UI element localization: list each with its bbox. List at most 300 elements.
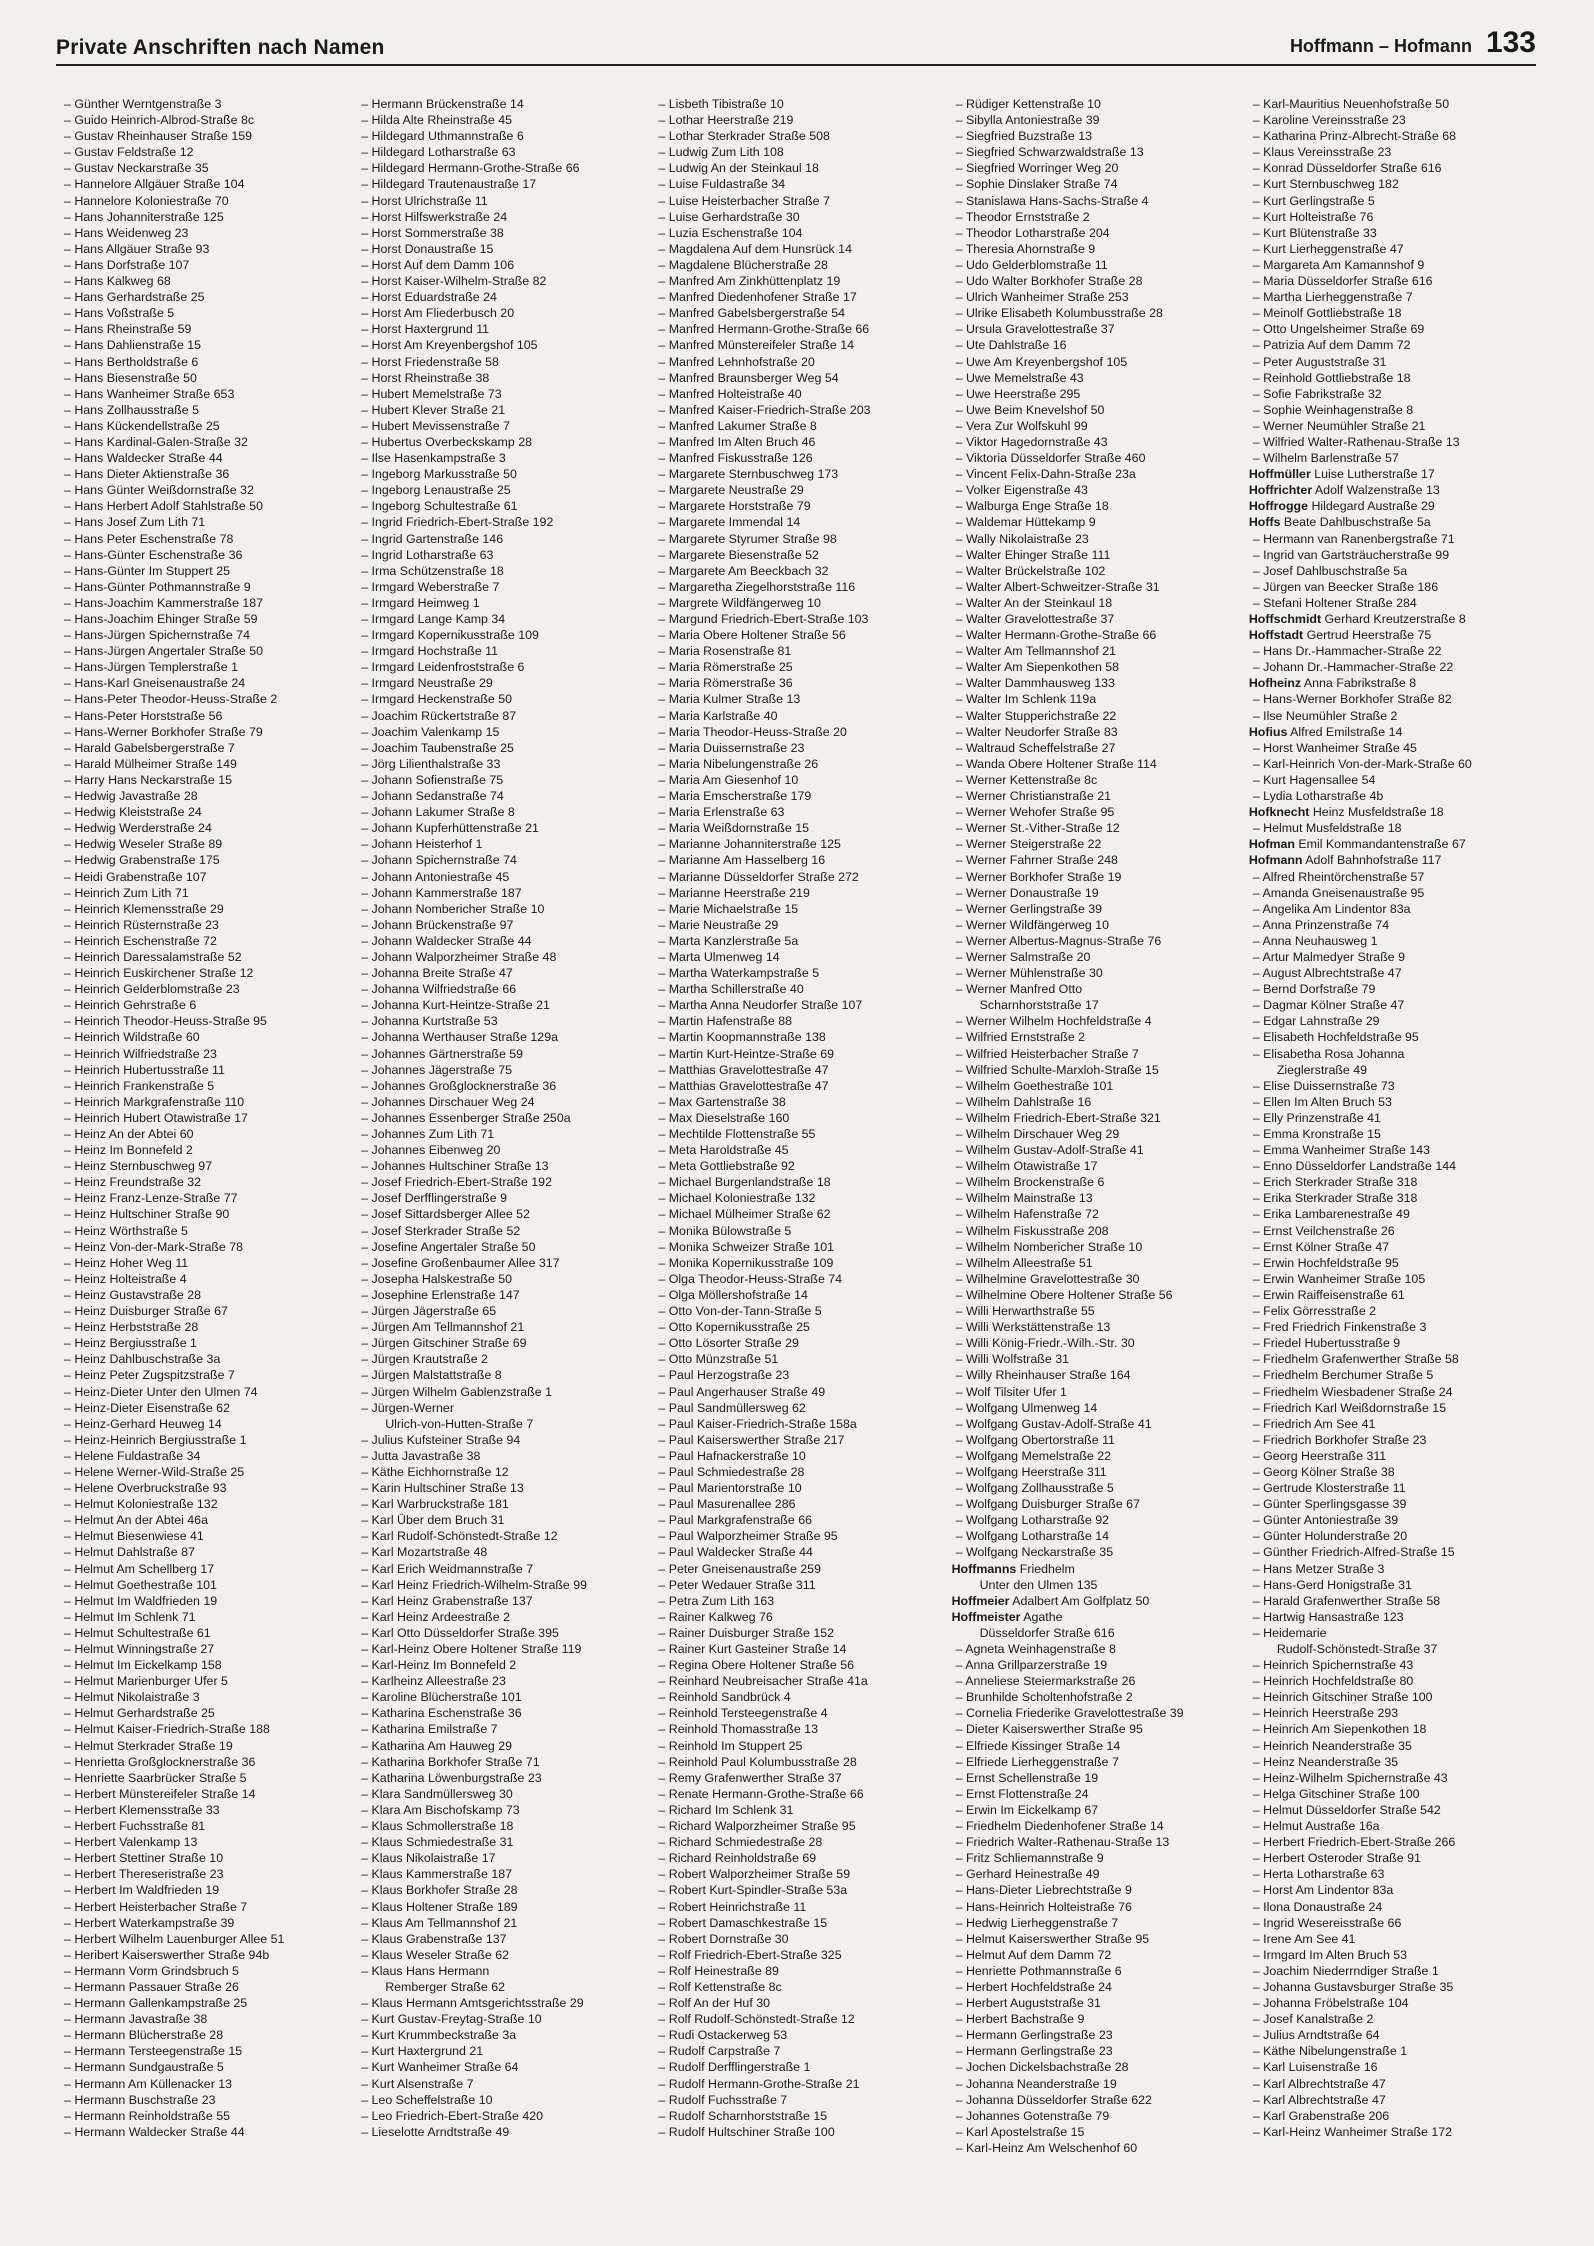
directory-entry: – Irma Schützenstraße 18 xyxy=(361,563,504,578)
directory-entry: – Hermann Gallenkampstraße 25 xyxy=(64,1996,248,2011)
directory-entry: – Robert Dornstraße 30 xyxy=(658,1931,789,1946)
directory-entry: – Wilfried Walter-Rathenau-Straße 13 xyxy=(1252,434,1460,449)
directory-entry: – Jürgen Krautstraße 2 xyxy=(361,1352,488,1367)
directory-entry: – Ilona Donaustraße 24 xyxy=(1252,1899,1383,1914)
directory-entry: – Werner Wildfängerweg 10 xyxy=(955,917,1109,932)
directory-entry: – Horst Wanheimer Straße 45 xyxy=(1252,740,1417,755)
directory-entry: – Henrietta Großglocknerstraße 36 xyxy=(64,1754,256,1769)
directory-entry: – Maria Emscherstraße 179 xyxy=(658,789,812,804)
directory-entry: – Johann Spichernstraße 74 xyxy=(361,853,517,868)
directory-entry: – Johannes Gotenstraße 79 xyxy=(955,2108,1110,2123)
directory-entry: – Hubertus Overbeckskamp 28 xyxy=(361,434,532,449)
directory-entry: – Hans Biesenstraße 50 xyxy=(64,370,197,385)
directory-entry: – Sophie Weinhagenstraße 8 xyxy=(1252,402,1414,417)
directory-entry: – Martha Anna Neudorfer Straße 107 xyxy=(658,998,863,1013)
directory-entry: – Walter Hermann-Grothe-Straße 66 xyxy=(955,628,1157,643)
directory-entry: – Jürgen van Beecker Straße 186 xyxy=(1252,579,1439,594)
directory-entry: – Heinz Holteistraße 4 xyxy=(64,1271,187,1286)
directory-entry: – Hubert Mevissenstraße 7 xyxy=(361,418,510,433)
directory-entry: – Helmut Gerhardstraße 25 xyxy=(64,1706,215,1721)
directory-entry: – Herbert Bachstraße 9 xyxy=(955,2012,1085,2027)
directory-entry: – Josepha Halskestraße 50 xyxy=(361,1271,513,1286)
directory-entry: – Artur Malmedyer Straße 9 xyxy=(1252,949,1405,964)
directory-entry: – Hermann Reinholdstraße 55 xyxy=(64,2108,230,2123)
directory-entry: – Kurt Sternbuschweg 182 xyxy=(1252,177,1399,192)
directory-entry: – Johann Nombericher Straße 10 xyxy=(361,901,545,916)
directory-entry: – Karin Hultschiner Straße 13 xyxy=(361,1481,524,1496)
directory-entry: – Dieter Kaiserswerther Straße 95 xyxy=(955,1722,1143,1737)
directory-entry: – Hans-Jürgen Angertaler Straße 50 xyxy=(64,644,264,659)
directory-entry: – Werner Neumühler Straße 21 xyxy=(1252,418,1426,433)
directory-entry: – Horst Auf dem Damm 106 xyxy=(361,257,515,272)
directory-entry: – Hermann Brückenstraße 14 xyxy=(361,97,524,111)
directory-entry: – Hartwig Hansastraße 123 xyxy=(1252,1609,1404,1624)
directory-entry: – Erwin Im Eickelkamp 67 xyxy=(955,1802,1099,1817)
directory-entry: – Wolfgang Heerstraße 311 xyxy=(955,1464,1107,1479)
directory-entry: – Helmut Kaiser-Friedrich-Straße 188 xyxy=(64,1722,270,1737)
directory-entry: – Manfred Am Zinkhüttenplatz 19 xyxy=(658,274,841,289)
directory-entry: – Wilhelm Brockenstraße 6 xyxy=(955,1175,1105,1190)
directory-entry: – Leo Friedrich-Ebert-Straße 420 xyxy=(361,2108,544,2123)
directory-entry: – Helmut Schultestraße 61 xyxy=(64,1625,211,1640)
directory-entry: – Hans Dorfstraße 107 xyxy=(64,257,190,272)
directory-entry: – Margareta Am Kamannshof 9 xyxy=(1252,257,1425,272)
directory-entry: – Werner Salmstraße 20 xyxy=(955,949,1091,964)
directory-entry: Unter den Ulmen 135 xyxy=(979,1577,1098,1592)
directory-entry: – Heinz Hoher Weg 11 xyxy=(64,1255,189,1270)
directory-entry: – Helmut Marienburger Ufer 5 xyxy=(64,1674,228,1689)
directory-entry: – Hans-Joachim Kammerstraße 187 xyxy=(64,595,264,610)
directory-entry: – Manfred Lakumer Straße 8 xyxy=(658,418,817,433)
directory-entry: – Margarete Horststraße 79 xyxy=(658,499,811,514)
directory-entry: – Ulrich Wanheimer Straße 253 xyxy=(955,290,1129,305)
directory-entry: – Horst Eduardstraße 24 xyxy=(361,290,497,305)
directory-entry: – Joachim Valenkamp 15 xyxy=(361,724,500,739)
directory-entry: – Reinhard Neubreisacher Straße 41a xyxy=(658,1674,868,1689)
directory-entry: – Ernst Veilchenstraße 26 xyxy=(1252,1223,1395,1238)
directory-entry: – Maria Kulmer Straße 13 xyxy=(658,692,801,707)
directory-entry: – Herbert Osteroder Straße 91 xyxy=(1252,1851,1421,1866)
directory-entry: – Heinrich Spichernstraße 43 xyxy=(1252,1658,1414,1673)
surname-heading: Hofius xyxy=(1248,724,1288,739)
surname-heading: Hofman xyxy=(1248,837,1295,852)
surname-heading: Hoffmeier xyxy=(951,1593,1010,1608)
directory-entry: – Henriette Pothmannstraße 6 xyxy=(955,1963,1122,1978)
directory-entry: – Willi Herwarthstraße 55 xyxy=(955,1304,1095,1319)
directory-entry: – Karl Erich Weidmannstraße 7 xyxy=(361,1561,534,1576)
directory-entry: – Irmgard Kopernikusstraße 109 xyxy=(361,628,539,643)
directory-entry: – Willi König-Friedr.-Wilh.-Str. 30 xyxy=(955,1336,1135,1351)
directory-entry: – Josefine Angertaler Straße 50 xyxy=(361,1239,536,1254)
directory-entry: – Johann Lakumer Straße 8 xyxy=(361,805,515,820)
directory-entry: – Hans-Jürgen Templerstraße 1 xyxy=(64,660,239,675)
directory-entry: – Otto Lösorter Straße 29 xyxy=(658,1336,799,1351)
directory-entry: – Karl Albrechtstraße 47 xyxy=(1252,2076,1386,2091)
directory-entry: – Paul Sandmüllersweg 62 xyxy=(658,1400,806,1415)
directory-entry: – Werner Mühlenstraße 30 xyxy=(955,966,1103,981)
directory-entry: – Manfred Holteistraße 40 xyxy=(658,386,802,401)
directory-entry: – Manfred Münstereifeler Straße 14 xyxy=(658,338,854,353)
directory-entry: – Walter Stupperichstraße 22 xyxy=(955,708,1117,723)
directory-entry: – Hans Wanheimer Straße 653 xyxy=(64,386,235,401)
directory-entry: – Werner Albertus-Magnus-Straße 76 xyxy=(955,933,1162,948)
directory-entry: – Johanna Fröbelstraße 104 xyxy=(1252,1996,1409,2011)
directory-entry: Scharnhorststraße 17 xyxy=(979,998,1099,1013)
directory-entry: – Margarete Am Beeckbach 32 xyxy=(658,563,829,578)
directory-entry: – Rainer Kurt Gasteiner Straße 14 xyxy=(658,1642,847,1656)
directory-entry: – Jürgen Am Tellmannshof 21 xyxy=(361,1320,525,1335)
directory-entry: – Hedwig Grabenstraße 175 xyxy=(64,853,220,868)
directory-entry: – Elly Prinzenstraße 41 xyxy=(1252,1110,1381,1125)
directory-entry: – Theodor Lotharstraße 204 xyxy=(955,225,1110,240)
directory-entry: – Werner St.-Vither-Straße 12 xyxy=(955,821,1120,836)
directory-entry: Hoffrichter Adolf Walzenstraße 13 xyxy=(1248,483,1440,498)
directory-entry: – Martha Waterkampstraße 5 xyxy=(658,966,820,981)
directory-entry: – Uwe Am Kreyenbergshof 105 xyxy=(955,354,1128,369)
directory-entry: – Heinz Gustavstraße 28 xyxy=(64,1287,202,1302)
directory-entry: – Siegfried Buzstraße 13 xyxy=(955,129,1092,144)
directory-entry: – Wolfgang Memelstraße 22 xyxy=(955,1448,1112,1463)
directory-entry: – Theodor Ernststraße 2 xyxy=(955,209,1090,224)
directory-entry: Düsseldorfer Straße 616 xyxy=(979,1625,1115,1640)
directory-entry: – Hans Zollhausstraße 5 xyxy=(64,402,199,417)
directory-entry: – Horst Am Lindentor 83a xyxy=(1252,1883,1394,1898)
directory-entry: – Hans Waldecker Straße 44 xyxy=(64,451,223,466)
directory-entry: – Heinrich Klemensstraße 29 xyxy=(64,901,224,916)
directory-entry: – Brunhilde Scholtenhofstraße 2 xyxy=(955,1690,1133,1705)
directory-entry: – Walter An der Steinkaul 18 xyxy=(955,595,1113,610)
directory-entry: – Johannes Jägerstraße 75 xyxy=(361,1062,513,1077)
directory-entry: – Mechtilde Flottenstraße 55 xyxy=(658,1127,816,1141)
directory-entry: – Helmut Austraße 16a xyxy=(1252,1819,1380,1834)
directory-entry: – Wilhelmine Obere Holtener Straße 56 xyxy=(955,1287,1173,1302)
directory-entry: – Harald Grafenwerther Straße 58 xyxy=(1252,1593,1441,1608)
directory-entry: – Herbert Valenkamp 13 xyxy=(64,1835,198,1850)
directory-entry: – Klaus Schmollerstraße 18 xyxy=(361,1819,514,1834)
directory-entry: – Patrizia Auf dem Damm 72 xyxy=(1252,338,1411,353)
directory-entry: – Johanna Kurtstraße 53 xyxy=(361,1014,498,1029)
directory-entry: – Herbert Wilhelm Lauenburger Allee 51 xyxy=(64,1931,285,1946)
directory-entry: Hofmann Adolf Bahnhofstraße 117 xyxy=(1248,853,1442,868)
directory-entry: – Hans-Dieter Liebrechtstraße 9 xyxy=(955,1883,1132,1898)
directory-entry: – Robert Kurt-Spindler-Straße 53a xyxy=(658,1883,848,1898)
directory-entry: – Jürgen Gitschiner Straße 69 xyxy=(361,1336,527,1351)
directory-entry: – Hans Kardinal-Galen-Straße 32 xyxy=(64,434,248,449)
directory-entry: – Irmgard Heckenstraße 50 xyxy=(361,692,513,707)
directory-entry: – Maria Römerstraße 25 xyxy=(658,660,793,675)
directory-entry: – Manfred Fiskusstraße 126 xyxy=(658,451,813,466)
directory-entry: – Werner Kettenstraße 8c xyxy=(955,772,1098,787)
directory-entry: – Lydia Lotharstraße 4b xyxy=(1252,789,1384,804)
directory-entry: – Reinhold Thomasstraße 13 xyxy=(658,1722,818,1737)
directory-entry: – Hans Dieter Aktienstraße 36 xyxy=(64,467,230,482)
directory-entry: – Manfred Hermann-Grothe-Straße 66 xyxy=(658,322,870,337)
directory-entry: – Horst Hilfswerkstraße 24 xyxy=(361,209,508,224)
directory-entry: – Georg Kölner Straße 38 xyxy=(1252,1464,1395,1479)
directory-entry: – Heinrich Eschenstraße 72 xyxy=(64,933,217,948)
directory-entry: – Heinrich Hubertusstraße 11 xyxy=(64,1062,225,1077)
directory-entry: – Paul Angerhauser Straße 49 xyxy=(658,1384,826,1399)
directory-entry: – Johannes Eibenweg 20 xyxy=(361,1143,501,1158)
directory-entry: – Heinrich Theodor-Heuss-Straße 95 xyxy=(64,1014,267,1029)
directory-entry: – Karoline Blücherstraße 101 xyxy=(361,1690,522,1705)
directory-entry: – Margarete Biesenstraße 52 xyxy=(658,547,819,562)
directory-entry: – Friedhelm Grafenwerther Straße 58 xyxy=(1252,1352,1459,1367)
directory-entry: – Karl-Heinz Obere Holtener Straße 119 xyxy=(361,1642,582,1656)
directory-entry: – Elfriede Kissinger Straße 14 xyxy=(955,1738,1121,1753)
directory-entry: – Anna Prinzenstraße 74 xyxy=(1252,917,1390,932)
directory-entry: – Erwin Hochfeldstraße 95 xyxy=(1252,1255,1399,1270)
directory-entry: – Luise Heisterbacher Straße 7 xyxy=(658,193,830,208)
directory-entry: – Karl-Heinz Im Bonnefeld 2 xyxy=(361,1658,517,1673)
directory-entry: – Manfred Braunsberger Weg 54 xyxy=(658,370,839,385)
directory-entry: – Hans-Joachim Ehinger Straße 59 xyxy=(64,612,258,626)
directory-entry: – Wilhelm Dirschauer Weg 29 xyxy=(955,1127,1120,1141)
directory-entry: – Jürgen Wilhelm Gablenzstraße 1 xyxy=(361,1384,552,1399)
directory-entry: – Richard Im Schlenk 31 xyxy=(658,1802,794,1817)
directory-entry: – Heidemarie xyxy=(1252,1625,1327,1640)
directory-entry: – Walter Am Siepenkothen 58 xyxy=(955,660,1120,675)
directory-entry: – Anna Neuhausweg 1 xyxy=(1252,933,1378,948)
directory-entry: – Kurt Gerlingstraße 5 xyxy=(1252,193,1375,208)
directory-entry: – Magdalena Auf dem Hunsrück 14 xyxy=(658,241,852,256)
directory-entry: – Josef Sittardsberger Allee 52 xyxy=(361,1207,530,1222)
directory-entry: – Wilhelm Hafenstraße 72 xyxy=(955,1207,1099,1222)
surname-heading: Hofknecht xyxy=(1248,805,1310,820)
directory-entry: – Werner Wehofer Straße 95 xyxy=(955,805,1115,820)
directory-entry: – Monika Schweizer Straße 101 xyxy=(658,1239,835,1254)
directory-entry: – Herbert Waterkampstraße 39 xyxy=(64,1915,235,1930)
directory-entry: – Lothar Heerstraße 219 xyxy=(658,113,794,128)
directory-entry: – Ingrid Wesereisstraße 66 xyxy=(1252,1915,1402,1930)
directory-entry: – Johanna Breite Straße 47 xyxy=(361,966,513,981)
directory-entry: – Horst Friedenstraße 58 xyxy=(361,354,499,369)
directory-entry: – Erwin Raiffeisenstraße 61 xyxy=(1252,1287,1405,1302)
directory-entry: – Ludwig Zum Lith 108 xyxy=(658,145,784,160)
directory-entry: – Heinrich Am Siepenkothen 18 xyxy=(1252,1722,1427,1737)
directory-entry: – Karl Heinz Friedrich-Wilhelm-Straße 99 xyxy=(361,1577,588,1592)
directory-entry: – Kurt Blütenstraße 33 xyxy=(1252,225,1377,240)
directory-entry: – Robert Damaschkestraße 15 xyxy=(658,1915,828,1930)
directory-entry: – Lothar Sterkrader Straße 508 xyxy=(658,129,830,144)
directory-entry: – Johann Sedanstraße 74 xyxy=(361,789,504,804)
directory-entry: – Josef Derfflingerstraße 9 xyxy=(361,1191,507,1206)
directory-entry: – Rolf Kettenstraße 8c xyxy=(658,1979,782,1994)
directory-entry: – Klaus Borkhofer Straße 28 xyxy=(361,1883,518,1898)
directory-entry: – Johanna Wilfriedstraße 66 xyxy=(361,982,517,997)
directory-entry: – Johanna Gustavsburger Straße 35 xyxy=(1252,1979,1454,1994)
directory-entry: – Johann Antoniestraße 45 xyxy=(361,869,510,884)
directory-entry: – Ludwig An der Steinkaul 18 xyxy=(658,161,819,176)
directory-entry: – Fred Friedrich Finkenstraße 3 xyxy=(1252,1320,1427,1335)
directory-entry: – Walter Dammhausweg 133 xyxy=(955,676,1115,691)
directory-entry: – Martha Lierheggenstraße 7 xyxy=(1252,290,1413,305)
surname-heading: Hoffstadt xyxy=(1248,628,1304,643)
directory-entry: – Hans-Günter Im Stuppert 25 xyxy=(64,563,230,578)
directory-entry: – Guido Heinrich-Albrod-Straße 8c xyxy=(64,113,255,128)
directory-entry: – Rainer Kalkweg 76 xyxy=(658,1609,773,1624)
directory-entry: – Josef Kanalstraße 2 xyxy=(1252,2012,1374,2027)
directory-entry: – Heinz Dahlbuschstraße 3a xyxy=(64,1352,221,1367)
directory-entry: – Karl-Heinrich Von-der-Mark-Straße 60 xyxy=(1252,756,1472,771)
directory-entry: Hofius Alfred Emilstraße 14 xyxy=(1248,724,1403,739)
directory-entry: – Joachim Niederrndiger Straße 1 xyxy=(1252,1963,1439,1978)
directory-entry: – Karl Grabenstraße 206 xyxy=(1252,2108,1390,2123)
directory-entry: – Johann Heisterhof 1 xyxy=(361,837,483,852)
directory-entry: – Michael Burgenlandstraße 18 xyxy=(658,1175,831,1190)
directory-entry: – Heinrich Heerstraße 293 xyxy=(1252,1706,1399,1721)
directory-entry: – Hermann Tersteegenstraße 15 xyxy=(64,2044,243,2059)
directory-entry: – Wolfgang Lotharstraße 14 xyxy=(955,1529,1109,1544)
directory-entry: – Meinolf Gottliebstraße 18 xyxy=(1252,306,1402,321)
directory-entry: – Heinz An der Abtei 60 xyxy=(64,1127,194,1141)
directory-entry: – Irmgard Neustraße 29 xyxy=(361,676,493,691)
directory-entry: – Irmgard Leidenfroststraße 6 xyxy=(361,660,525,675)
directory-entry: – Siegfried Schwarzwaldstraße 13 xyxy=(955,145,1144,160)
directory-entry: – Irmgard Lange Kamp 34 xyxy=(361,612,506,626)
directory-entry: – Felix Görresstraße 2 xyxy=(1252,1304,1377,1319)
directory-entry: – Meta Gottliebstraße 92 xyxy=(658,1159,795,1174)
directory-entry: – Wilhelm Goethestraße 101 xyxy=(955,1078,1114,1093)
directory-entry: – Anneliese Steiermarkstraße 26 xyxy=(955,1674,1136,1689)
directory-entry: – Herbert Heisterbacher Straße 7 xyxy=(64,1899,248,1914)
directory-entry: – Klara Sandmüllersweg 30 xyxy=(361,1786,513,1801)
directory-entry: – Johannes Gärtnerstraße 59 xyxy=(361,1046,524,1061)
directory-entry: – Karl Albrechtstraße 47 xyxy=(1252,2092,1386,2107)
directory-entry: – Hubert Memelstraße 73 xyxy=(361,386,502,401)
directory-entry: – Hannelore Koloniestraße 70 xyxy=(64,193,229,208)
directory-entry: – Michael Mülheimer Straße 62 xyxy=(658,1207,831,1222)
directory-entry: – Friedhelm Wiesbadener Straße 24 xyxy=(1252,1384,1453,1399)
directory-entry: – Klaus Am Tellmannshof 21 xyxy=(361,1915,518,1930)
directory-entry: – Wolfgang Ulmenweg 14 xyxy=(955,1400,1098,1415)
directory-entry: – Karl Rudolf-Schönstedt-Straße 12 xyxy=(361,1529,558,1544)
directory-entry: – Henriette Saarbrücker Straße 5 xyxy=(64,1770,247,1785)
directory-entry: – Wilhelm Gustav-Adolf-Straße 41 xyxy=(955,1143,1144,1158)
directory-entry: – Heribert Kaiserswerther Straße 94b xyxy=(64,1947,270,1962)
directory-entry: – Rudolf Hultschiner Straße 100 xyxy=(658,2124,835,2139)
directory-entry: – Ingeborg Lenaustraße 25 xyxy=(361,483,511,498)
directory-entry: – Marie Neustraße 29 xyxy=(658,917,779,932)
directory-entry: – Erwin Wanheimer Straße 105 xyxy=(1252,1271,1426,1286)
directory-entry: – Otto Ungelsheimer Straße 69 xyxy=(1252,322,1425,337)
directory-entry: – Johanna Kurt-Heintze-Straße 21 xyxy=(361,998,550,1013)
directory-entry: – Johannes Dirschauer Weg 24 xyxy=(361,1094,535,1109)
directory-entry: – Paul Marientorstraße 10 xyxy=(658,1481,802,1496)
directory-entry: – Rudolf Scharnhorststraße 15 xyxy=(658,2108,828,2123)
directory-entry: – Karl Apostelstraße 15 xyxy=(955,2124,1085,2139)
directory-entry: – Rudolf Fuchsstraße 7 xyxy=(658,2092,788,2107)
directory-entry: – Hans-Peter Theodor-Heuss-Straße 2 xyxy=(64,692,278,707)
directory-entry: – Willi Werkstättenstraße 13 xyxy=(955,1320,1111,1335)
directory-entry: – Wilfried Heisterbacher Straße 7 xyxy=(955,1046,1139,1061)
directory-entry: – Ilse Hasenkampstraße 3 xyxy=(361,451,506,466)
directory-entry: – Hans-Jürgen Spichernstraße 74 xyxy=(64,628,250,643)
directory-entry: – Walter Albert-Schweitzer-Straße 31 xyxy=(955,579,1160,594)
directory-entry: – Ingrid van Gartsträucherstraße 99 xyxy=(1252,547,1450,562)
directory-entry: – Heinz-Heinrich Bergiusstraße 1 xyxy=(64,1432,247,1447)
directory-entry: – Horst Rheinstraße 38 xyxy=(361,370,490,385)
directory-entry: Hoffmeier Adalbert Am Golfplatz 50 xyxy=(951,1593,1150,1608)
directory-entry: – Katharina Eschenstraße 36 xyxy=(361,1706,522,1721)
directory-entry: – Joachim Rückertstraße 87 xyxy=(361,708,517,723)
directory-entry: – Matthias Gravelottestraße 47 xyxy=(658,1062,829,1077)
directory-entry: – Josef Sterkrader Straße 52 xyxy=(361,1223,521,1238)
directory-entry: – Irmgard Im Alten Bruch 53 xyxy=(1252,1947,1408,1962)
directory-entry: – Rolf Heinestraße 89 xyxy=(658,1963,779,1978)
directory-entry: – Hans Gerhardstraße 25 xyxy=(64,290,205,305)
directory-entry: Remberger Straße 62 xyxy=(385,1979,506,1994)
directory-entry: – Heinrich Wildstraße 60 xyxy=(64,1030,200,1045)
directory-entry: – Helmut Winningstraße 27 xyxy=(64,1642,215,1656)
directory-entry: – Helmut Düsseldorfer Straße 542 xyxy=(1252,1802,1441,1817)
directory-entry: – Josephine Erlenstraße 147 xyxy=(361,1287,520,1302)
directory-entry: – Margarete Styrumer Straße 98 xyxy=(658,531,837,546)
directory-entry: – Ilse Neumühler Straße 2 xyxy=(1252,708,1398,723)
directory-entry: – Walter Am Tellmannshof 21 xyxy=(955,644,1117,659)
directory-entry: – Hans-Peter Horststraße 56 xyxy=(64,708,223,723)
directory-entry: – Margaretha Ziegelhorststraße 116 xyxy=(658,579,856,594)
directory-entry: – Maria Karlstraße 40 xyxy=(658,708,778,723)
directory-entry: – Harry Hans Neckarstraße 15 xyxy=(64,772,233,787)
directory-entry: – Rudolf Carpstraße 7 xyxy=(658,2044,781,2059)
directory-entry: – Erich Sterkrader Straße 318 xyxy=(1252,1175,1418,1190)
surname-heading: Hoffrogge xyxy=(1248,499,1309,514)
directory-entry: – Helmut Goethestraße 101 xyxy=(64,1577,217,1592)
directory-entry: – Werner Borkhofer Straße 19 xyxy=(955,869,1122,884)
directory-entry: – Ernst Kölner Straße 47 xyxy=(1252,1239,1390,1254)
directory-entry: – Margund Friedrich-Ebert-Straße 103 xyxy=(658,612,869,626)
surname-heading: Hoffmanns xyxy=(951,1561,1017,1576)
directory-entry: – Hans Herbert Adolf Stahlstraße 50 xyxy=(64,499,264,514)
directory-entry: – Matthias Gravelottestraße 47 xyxy=(658,1078,829,1093)
directory-entry: – Maria Theodor-Heuss-Straße 20 xyxy=(658,724,847,739)
directory-entry: Hoffmüller Luise Lutherstraße 17 xyxy=(1248,467,1435,482)
directory-entry: – Helmut Dahlstraße 87 xyxy=(64,1545,195,1560)
directory-entry: – Luise Gerhardstraße 30 xyxy=(658,209,800,224)
directory-entry: – Hermann Gerlingstraße 23 xyxy=(955,2044,1113,2059)
directory-entry: – Klaus Grabenstraße 137 xyxy=(361,1931,507,1946)
directory-entry: – Kurt Krummbeckstraße 3a xyxy=(361,2028,517,2043)
directory-entry: – Günter Holunderstraße 20 xyxy=(1252,1529,1408,1544)
directory-entry: – Johannes Großglocknerstraße 36 xyxy=(361,1078,557,1093)
directory-entry: – Jürgen-Werner xyxy=(361,1400,454,1415)
directory-entry: – Luzia Eschenstraße 104 xyxy=(658,225,803,240)
directory-entry: – Udo Gelderblomstraße 11 xyxy=(955,257,1108,272)
directory-entry: – Martin Hafenstraße 88 xyxy=(658,1014,793,1029)
directory-entry: Hoffmeister Agathe xyxy=(951,1609,1063,1624)
directory-entry: – Fritz Schliemannstraße 9 xyxy=(955,1851,1104,1866)
directory-entry: – Heinz Bergiusstraße 1 xyxy=(64,1336,197,1351)
directory-entry: – Kurt Hagensallee 54 xyxy=(1252,772,1376,787)
directory-entry: – Heinrich Hochfeldstraße 80 xyxy=(1252,1674,1414,1689)
directory-entry: – Paul Masurenallee 286 xyxy=(658,1497,796,1512)
directory-entry: – Käthe Eichhornstraße 12 xyxy=(361,1464,509,1479)
directory-entry: – Hans-Günter Pothmannstraße 9 xyxy=(64,579,251,594)
directory-entry: – Herbert Hochfeldstraße 24 xyxy=(955,1979,1112,1994)
directory-entry: – Wolfgang Lotharstraße 92 xyxy=(955,1513,1109,1528)
directory-entry: – Ute Dahlstraße 16 xyxy=(955,338,1067,353)
directory-entry: – Georg Heerstraße 311 xyxy=(1252,1448,1387,1463)
directory-entry: – Max Dieselstraße 160 xyxy=(658,1110,790,1125)
directory-entry: – Hermann Passauer Straße 26 xyxy=(64,1979,239,1994)
directory-entry: – Gustav Rheinhauser Straße 159 xyxy=(64,129,253,144)
directory-entry: – Wilhelm Barlenstraße 57 xyxy=(1252,451,1399,466)
column-5 xyxy=(1249,96,1540,2216)
directory-entry: – Wanda Obere Holtener Straße 114 xyxy=(955,756,1157,771)
directory-entry: – Hans Metzer Straße 3 xyxy=(1252,1561,1385,1576)
directory-entry: – Maria Am Giesenhof 10 xyxy=(658,772,799,787)
